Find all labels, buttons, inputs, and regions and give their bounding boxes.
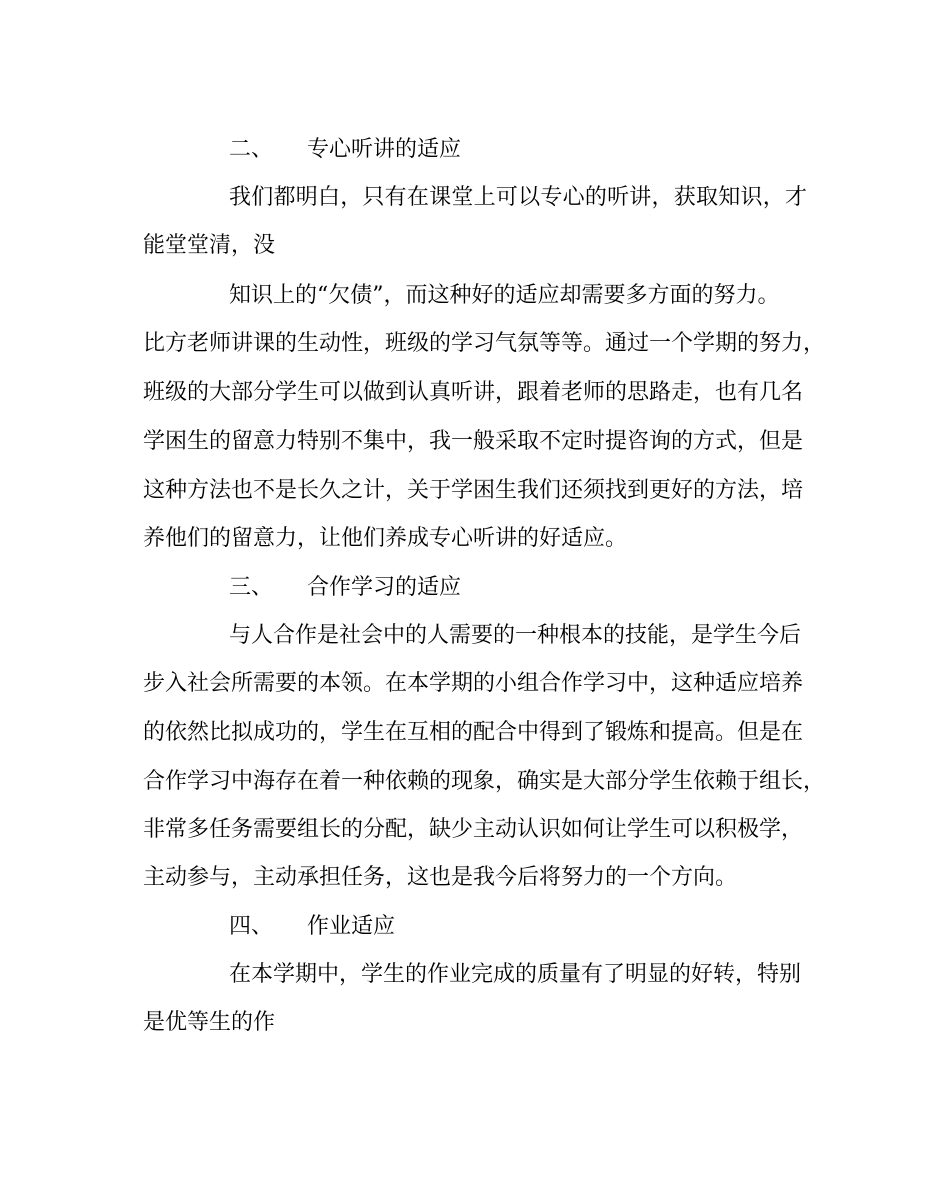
section-3-p1-line-4: 合作学习中海存在着一种依赖的现象，确实是大部分学生依赖于组长， <box>143 769 826 794</box>
section-2-p2-line-4: 学困生的留意力特别不集中，我一般采取不定时提咨询的方式，但是 <box>143 429 804 454</box>
section-4-p1-line-2: 是优等生的作 <box>143 1010 276 1035</box>
section-4-title: 作业适应 <box>307 914 396 939</box>
section-3-p1-line-5: 非常多任务需要组长的分配，缺少主动认识如何让学生可以积极学， <box>143 817 804 842</box>
section-3-p1-line-3: 的依然比拟成功的，学生在互相的配合中得到了锻炼和提高。但是在 <box>143 720 804 745</box>
section-2-title: 专心听讲的适应 <box>307 137 462 162</box>
section-3-title: 合作学习的适应 <box>307 575 462 600</box>
section-2-p2-line-2: 比方老师讲课的生动性，班级的学习气氛等等。通过一个学期的努力， <box>143 331 826 356</box>
section-3-p1-line-1: 与人合作是社会中的人需要的一种根本的技能，是学生今后 <box>229 623 802 648</box>
section-2-p2-line-1: 知识上的“欠债”，而这种好的适应却需要多方面的努力。 <box>229 283 780 308</box>
section-2-p1-line-2: 能堂堂清，没 <box>143 233 276 258</box>
section-2-number: 二、 <box>229 137 274 162</box>
section-2-p1-line-1: 我们都明白，只有在课堂上可以专心的听讲，获取知识，才 <box>229 185 807 210</box>
section-3-number: 三、 <box>229 575 274 600</box>
section-3-p1-line-6: 主动参与，主动承担任务，这也是我今后将努力的一个方向。 <box>143 865 738 890</box>
section-2-p2-line-5: 这种方法也不是长久之计，关于学困生我们还须找到更好的方法，培 <box>143 478 804 503</box>
section-2-p2-line-3: 班级的大部分学生可以做到认真听讲，跟着老师的思路走，也有几名 <box>143 380 804 405</box>
section-2-p2-line-6: 养他们的留意力，让他们养成专心听讲的好适应。 <box>143 526 628 551</box>
section-3-p1-line-2: 步入社会所需要的本领。在本学期的小组合作学习中，这种适应培养 <box>143 671 804 696</box>
section-4-number: 四、 <box>229 914 274 939</box>
section-4-p1-line-1: 在本学期中，学生的作业完成的质量有了明显的好转，特别 <box>229 962 802 987</box>
